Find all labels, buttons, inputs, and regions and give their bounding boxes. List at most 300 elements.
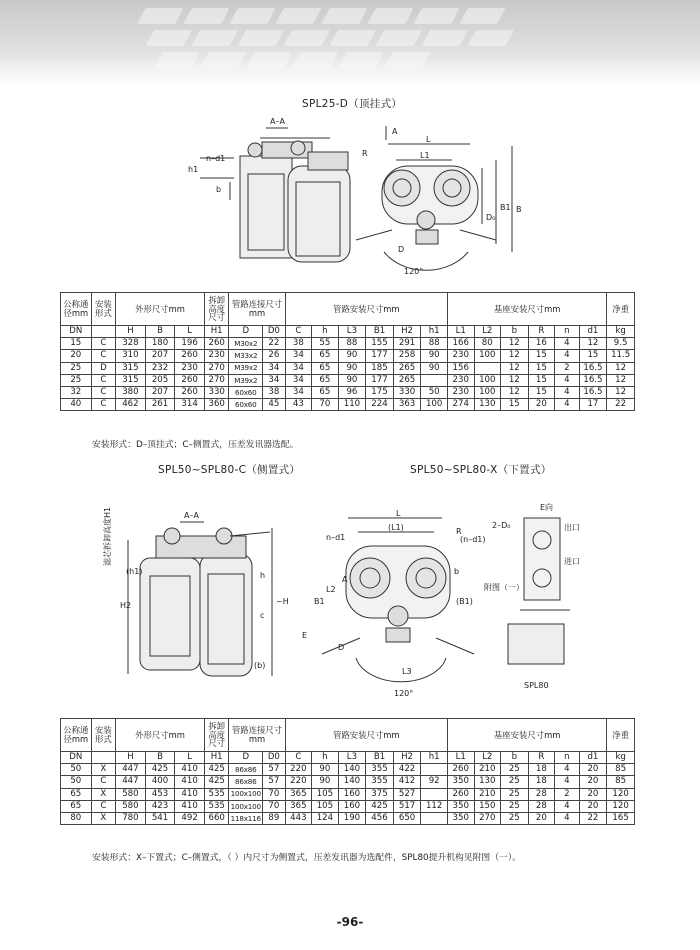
table-cell: 50 [61,776,92,788]
subheader-cell: DN [61,326,92,338]
table-cell: 230 [447,374,474,386]
table-cell: 462 [116,399,146,411]
table-cell: 100x100 [230,789,261,799]
table-cell: X [91,788,116,800]
table-row [61,788,635,800]
table-cell: C [91,338,116,350]
table-cell: 25 [501,788,529,800]
table-cell: 166 [447,338,474,350]
table-cell: 410 [175,788,205,800]
table-cell: 4 [555,800,580,812]
table-cell: 50 [421,386,448,398]
table-cell: 15 [501,399,529,411]
table-cell: 20 [579,764,607,776]
header-outer: 外形尺寸mm [116,719,205,752]
table-row [61,350,635,362]
header-base: 基座安装尺寸mm [447,719,606,752]
table-cell: 447 [116,764,146,776]
subheader-cell: L1 [447,326,474,338]
table-cell: 38 [285,338,312,350]
label-b1p: (B1) [456,597,473,606]
table-cell: 12 [501,386,529,398]
table-cell: 50 [61,764,92,776]
table1-spec [60,292,635,411]
table-cell: 210 [474,788,501,800]
table-cell: 177 [366,374,394,386]
table-cell: 80 [61,812,92,824]
label-angle: 120° [404,267,424,276]
header-pipe-install: 管路安装尺寸mm [285,719,447,752]
table-cell [474,362,501,374]
table-cell: 96 [338,386,366,398]
table-cell: 34 [285,374,312,386]
table-cell: 20 [579,800,607,812]
subheader-cell [91,752,116,764]
table-cell: 15 [61,338,92,350]
header-base: 基座安装尺寸mm [447,293,606,326]
subheader-cell: H2 [393,752,421,764]
table-cell: 260 [204,338,229,350]
table-cell: 65 [312,386,339,398]
table-cell: 2 [555,788,580,800]
table-cell: 291 [393,338,421,350]
label-b1: B1 [314,597,325,606]
label-fig1: 附图（一） [484,583,524,592]
table-cell: 380 [116,386,146,398]
label-d0: D₀ [486,213,496,222]
subheader-cell: D0 [263,752,285,764]
table-cell: 43 [285,399,312,411]
table-cell: 25 [501,800,529,812]
table-cell: 15 [528,350,555,362]
subheader-cell: h [312,752,339,764]
table-cell: 412 [393,776,421,788]
table-row [61,374,635,386]
subheader-cell: L1 [447,752,474,764]
table-cell: 65 [312,374,339,386]
table-cell: 90 [338,374,366,386]
label-b: b [216,185,222,194]
subheader-cell: d1 [579,752,607,764]
table-cell: 230 [204,350,229,362]
table-cell: 425 [366,800,394,812]
table-cell: 425 [145,764,175,776]
table-cell: 425 [204,764,229,776]
table-cell: 4 [555,764,580,776]
table-cell: 527 [393,788,421,800]
label-l3: L3 [402,667,412,676]
table-cell: 260 [447,764,474,776]
header-outer: 外形尺寸mm [116,293,205,326]
table-cell: 260 [175,374,205,386]
table-cell: 12 [579,338,607,350]
header-pipe-conn: 管路连接尺寸mm [229,293,285,326]
table-cell: 65 [312,362,339,374]
table-cell: 120 [607,788,635,800]
table-cell: 447 [116,776,146,788]
table-cell: 230 [447,386,474,398]
table-cell: 34 [263,362,285,374]
header-dn: 公称通径mm [61,293,92,326]
table-cell: 410 [175,776,205,788]
table-row [61,386,635,398]
label-e: E [302,631,308,640]
label-l: L [396,509,401,518]
table-cell: 90 [338,362,366,374]
table-cell: 232 [145,362,175,374]
table-cell: 177 [366,350,394,362]
table-cell: 20 [528,399,555,411]
table-cell: 100x100 [230,801,261,811]
table-cell: 34 [263,374,285,386]
subheader-cell: H [116,752,146,764]
table-cell: 105 [312,800,339,812]
header-banner-image [0,0,700,95]
table-cell: 207 [145,350,175,362]
table-cell: 130 [474,399,501,411]
table-cell: 150 [474,800,501,812]
table-cell: 15 [528,386,555,398]
table-cell: 15 [528,362,555,374]
table-cell: 20 [61,350,92,362]
table-cell: 12 [501,350,529,362]
table-cell: 355 [366,764,394,776]
table-cell: C [91,386,116,398]
table-row [61,399,635,411]
label-l2: L2 [326,585,336,594]
table-cell: 310 [116,350,146,362]
table-cell: 120 [607,800,635,812]
table-cell: 34 [285,362,312,374]
subheader-cell: b [501,326,529,338]
table-cell: 110 [338,399,366,411]
subheader-cell: kg [607,752,635,764]
table-cell: 20 [579,776,607,788]
table-cell: 140 [338,764,366,776]
label-r: R [456,527,462,536]
table-cell: 70 [263,800,285,812]
table-cell: 580 [116,788,146,800]
table-cell: 16.5 [579,386,607,398]
spl50-80-drawing [100,478,600,704]
subheader-cell: h1 [421,326,448,338]
table-cell: 220 [285,764,312,776]
subheader-cell: L [175,326,205,338]
table-cell [421,374,448,386]
table-cell: 261 [145,399,175,411]
table-cell: 210 [474,764,501,776]
subheader-cell: d1 [579,326,607,338]
label-d: D [398,245,405,254]
label-h1: h1 [188,165,199,174]
label-aa: A–A [184,511,199,520]
table-cell: M33x2 [229,350,263,362]
label-l1: L1 [420,151,430,160]
label-l: L [426,135,431,144]
table-cell: 224 [366,399,394,411]
label-spl80: SPL80 [524,681,549,690]
table-cell: 360 [204,399,229,411]
label-angle: 120° [394,689,414,698]
table1-note: 安装形式：D–顶挂式；C–侧置式，压差发讯器选配。 [92,440,299,450]
table-cell: 270 [204,374,229,386]
table-cell: C [91,776,116,788]
subheader-cell: B1 [366,326,394,338]
table-cell: 60x60 [229,399,263,411]
table-cell: C [91,350,116,362]
table-cell: 350 [447,812,474,824]
table-row [61,812,635,824]
table-row [61,800,635,812]
label-e-dir: E向 [540,503,554,512]
table-cell: 660 [204,812,229,824]
table-cell [421,764,448,776]
table-cell: 92 [421,776,448,788]
label-nd1: n–d1 [326,533,346,542]
table-cell: 22 [579,812,607,824]
table-cell: 85 [607,776,635,788]
table-cell: 270 [204,362,229,374]
table-cell: 4 [555,399,580,411]
section2-caption-x: SPL50~SPL80-X（下置式） [410,464,552,476]
table-cell: 400 [145,776,175,788]
header-pipe-install: 管路安装尺寸mm [285,293,447,326]
table-cell: 330 [204,386,229,398]
table-cell: 100 [474,386,501,398]
table-cell: 90 [421,362,448,374]
subheader-cell: n [555,752,580,764]
subheader-cell [91,326,116,338]
table-cell: 160 [338,788,366,800]
table-cell: 274 [447,399,474,411]
table-cell: 12 [501,362,529,374]
table-cell: 330 [393,386,421,398]
table-row [61,764,635,776]
header-mount: 安装形式 [91,719,116,752]
table-cell: 17 [579,399,607,411]
table-cell: 207 [145,386,175,398]
subheader-cell: D [229,752,263,764]
header-removal: 拆卸高度尺寸 [204,293,229,326]
label-bp: (b) [254,661,266,670]
table-cell: 12 [501,338,529,350]
subheader-cell: H1 [204,326,229,338]
table-cell: 580 [116,800,146,812]
table-cell: 155 [366,338,394,350]
label-l1p: (L1) [388,523,404,532]
table-cell: 70 [312,399,339,411]
table-cell: C [91,800,116,812]
table-cell: 65 [61,800,92,812]
table-cell: 230 [447,350,474,362]
table2-note: 安装形式：X–下置式；C–侧置式，（ ）内尺寸为侧置式，压差发讯器为选配件，SPL80提升机构见附图（一）。 [92,853,522,863]
table-cell: 260 [175,350,205,362]
table-cell: 265 [393,362,421,374]
table-cell: 28 [528,788,555,800]
subheader-cell: L2 [474,752,501,764]
table-cell: 88 [338,338,366,350]
table-cell: 16.5 [579,374,607,386]
label-aa: A–A [270,117,285,126]
label-hh: ~H [276,597,289,606]
page-number: -96- [336,915,364,929]
table-cell: 425 [204,776,229,788]
label-two-d0: 2–D₀ [492,521,511,530]
section1-caption: SPL25-D（顶挂式） [302,98,403,110]
table-cell: C [91,399,116,411]
table-row [61,362,635,374]
table-cell: 365 [285,788,312,800]
table-cell: 25 [501,776,529,788]
table-cell: 4 [555,350,580,362]
table-cell: 18 [528,764,555,776]
table-cell: 175 [366,386,394,398]
table-cell: 314 [175,399,205,411]
table-cell: 130 [474,776,501,788]
table-cell: 423 [145,800,175,812]
label-r: R [362,149,368,158]
subheader-cell: H2 [393,326,421,338]
table-cell: 25 [61,362,92,374]
table-cell: X [91,764,116,776]
table-cell: 355 [366,776,394,788]
table-cell [421,788,448,800]
table-cell: 650 [393,812,421,824]
label-h: h [260,571,266,580]
table-cell: 118x116 [230,813,261,823]
table-cell: 12 [607,386,635,398]
table-cell: 535 [204,800,229,812]
table-cell: 190 [338,812,366,824]
table-cell: 4 [555,374,580,386]
table-cell: 12 [607,374,635,386]
table-cell: 34 [285,386,312,398]
table-cell: 22 [607,399,635,411]
table-cell: 363 [393,399,421,411]
subheader-cell: kg [607,326,635,338]
table-cell: 517 [393,800,421,812]
subheader-cell: L [175,752,205,764]
table-cell: C [91,374,116,386]
table-cell: 28 [528,800,555,812]
header-weight: 净重 [607,293,635,326]
subheader-cell: D [229,326,263,338]
label-replace-height: 滤芯拆卸高度H1 [103,506,112,566]
subheader-cell: R [528,752,555,764]
table-cell: 258 [393,350,421,362]
table-cell: 165 [607,812,635,824]
table-cell: 34 [285,350,312,362]
table-cell: 780 [116,812,146,824]
table-row [61,776,635,788]
subheader-cell: C [285,752,312,764]
section2-caption-c: SPL50~SPL80-C（侧置式） [158,464,301,476]
table-cell: 16 [528,338,555,350]
subheader-cell: D0 [263,326,285,338]
subheader-cell: L3 [338,752,366,764]
subheader-cell: H [116,326,146,338]
table-cell: 20 [528,812,555,824]
table-cell: 22 [263,338,285,350]
label-h1p: (h1) [126,567,143,576]
table-cell: 45 [263,399,285,411]
table-cell: 100 [474,350,501,362]
table-cell: 40 [61,399,92,411]
table-cell: 315 [116,374,146,386]
table-cell: 9.5 [607,338,635,350]
table-cell: 350 [447,800,474,812]
table-cell: 18 [528,776,555,788]
label-bb: B [516,205,522,214]
table-cell: 260 [447,788,474,800]
table-cell: M39x2 [229,362,263,374]
table-cell: 15 [528,374,555,386]
table-cell: 100 [474,374,501,386]
table-cell: 492 [175,812,205,824]
table-cell: 4 [555,386,580,398]
label-inlet: 进口 [564,557,580,566]
table-cell [421,812,448,824]
table-cell: 2 [555,362,580,374]
subheader-cell: b [501,752,529,764]
table-cell: 60x60 [229,386,263,398]
label-b1: B1 [500,203,511,212]
table-cell: 15 [579,350,607,362]
table-cell: 328 [116,338,146,350]
table-cell: 410 [175,800,205,812]
subheader-cell: n [555,326,580,338]
table-cell: 55 [312,338,339,350]
header-mount: 安装形式 [91,293,116,326]
table-cell: 260 [175,386,205,398]
table-cell: 90 [421,350,448,362]
label-b: b [454,567,460,576]
label-a: A [392,127,398,136]
table-cell: X [91,812,116,824]
table-cell: 65 [61,788,92,800]
table-cell: 25 [501,812,529,824]
subheader-cell: L2 [474,326,501,338]
table-cell: 112 [421,800,448,812]
table-cell: M30x2 [229,338,263,350]
table-row [61,338,635,350]
header-removal: 拆卸高度尺寸 [204,719,229,752]
table-cell: D [91,362,116,374]
header-pipe-conn: 管路连接尺寸mm [229,719,285,752]
table-cell: 12 [501,374,529,386]
label-a: A [342,575,348,584]
table-cell: 11.5 [607,350,635,362]
table-cell: 156 [447,362,474,374]
subheader-cell: H1 [204,752,229,764]
table-cell: 124 [312,812,339,824]
table-cell: 89 [263,812,285,824]
label-c: c [260,611,265,620]
table-cell: 315 [116,362,146,374]
table-cell: 38 [263,386,285,398]
header-weight: 净重 [607,719,635,752]
subheader-cell: L3 [338,326,366,338]
table-cell: 350 [447,776,474,788]
table-cell: 57 [263,764,285,776]
table-cell: 422 [393,764,421,776]
table-cell: 265 [393,374,421,386]
table-cell: 230 [175,362,205,374]
subheader-cell: B1 [366,752,394,764]
table-cell: 456 [366,812,394,824]
table-cell: 26 [263,350,285,362]
subheader-cell: h1 [421,752,448,764]
